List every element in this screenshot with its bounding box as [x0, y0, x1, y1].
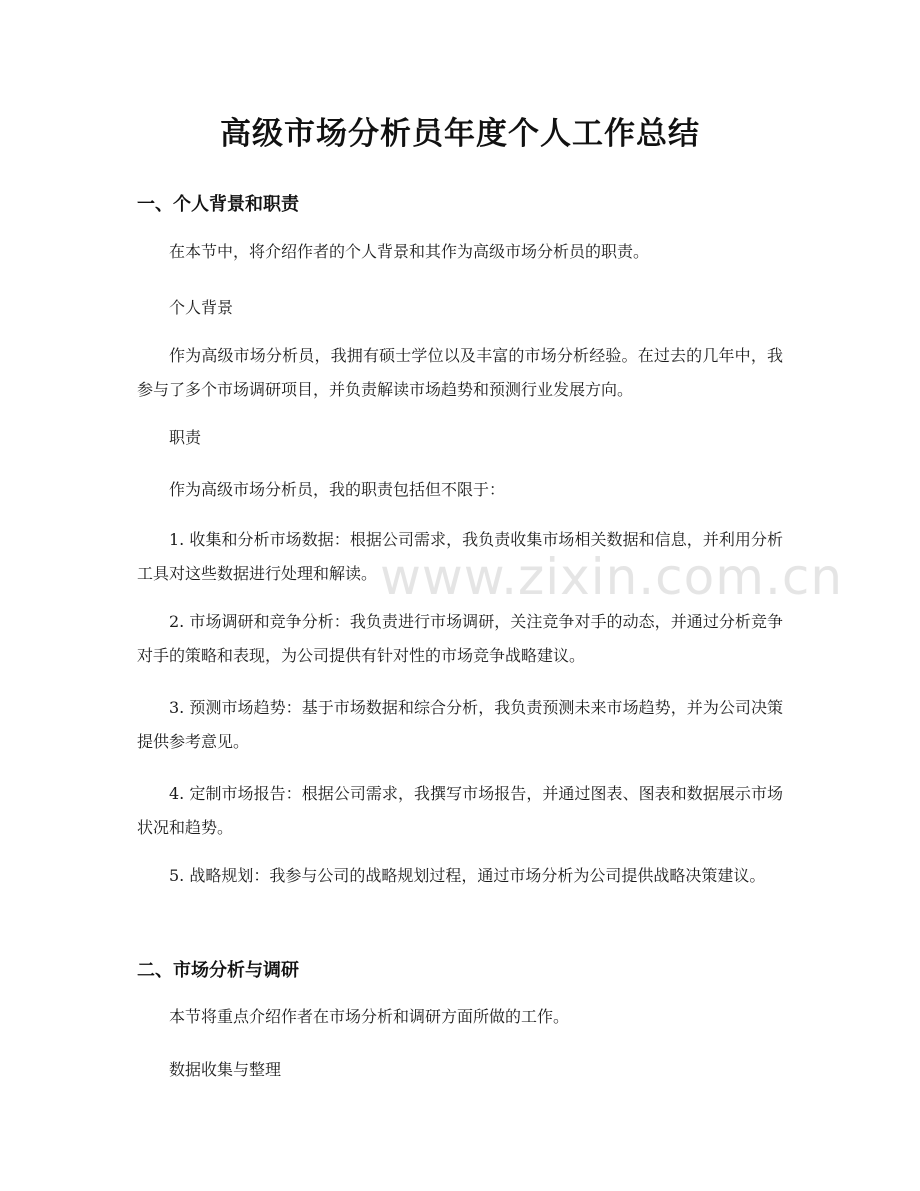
list-item: 2. 市场调研和竞争分析：我负责进行市场调研，关注竞争对手的动态，并通过分析竞争对手的策略和表现，为公司提供有针对性的市场竞争战略建议。 [137, 612, 783, 665]
list-item: 4. 定制市场报告：根据公司需求，我撰写市场报告，并通过图表、图表和数据展示市场状况和趋势。 [137, 784, 783, 837]
list-item: 3. 预测市场趋势：基于市场数据和综合分析，我负责预测未来市场趋势，并为公司决策提供参考意见。 [137, 698, 783, 751]
duties-intro: 作为高级市场分析员，我的职责包括但不限于： [169, 480, 506, 499]
subheading-data-collection: 数据收集与整理 [169, 1060, 282, 1079]
subheading-background: 个人背景 [169, 298, 234, 317]
watermark: www.zixin.com.cn [380, 548, 844, 606]
section-2-intro: 本节将重点介绍作者在市场分析和调研方面所做的工作。 [169, 1007, 570, 1026]
subheading-duties: 职责 [169, 428, 202, 447]
list-item: 1. 收集和分析市场数据：根据公司需求，我负责收集市场相关数据和信息，并利用分析工具对这些数据进行处理和解读。 [137, 530, 783, 583]
section-1-heading: 一、个人背景和职责 [137, 194, 299, 215]
list-item: 5. 战略规划：我参与公司的战略规划过程，通过市场分析为公司提供战略决策建议。 [169, 866, 766, 885]
background-paragraph: 作为高级市场分析员，我拥有硕士学位以及丰富的市场分析经验。在过去的几年中，我参与了多个市场调研项目，并负责解读市场趋势和预测行业发展方向。 [137, 346, 783, 399]
section-1-intro: 在本节中，将介绍作者的个人背景和其作为高级市场分析员的职责。 [169, 242, 650, 261]
section-2-heading: 二、市场分析与调研 [137, 960, 299, 981]
document-title: 高级市场分析员年度个人工作总结 [220, 116, 700, 152]
